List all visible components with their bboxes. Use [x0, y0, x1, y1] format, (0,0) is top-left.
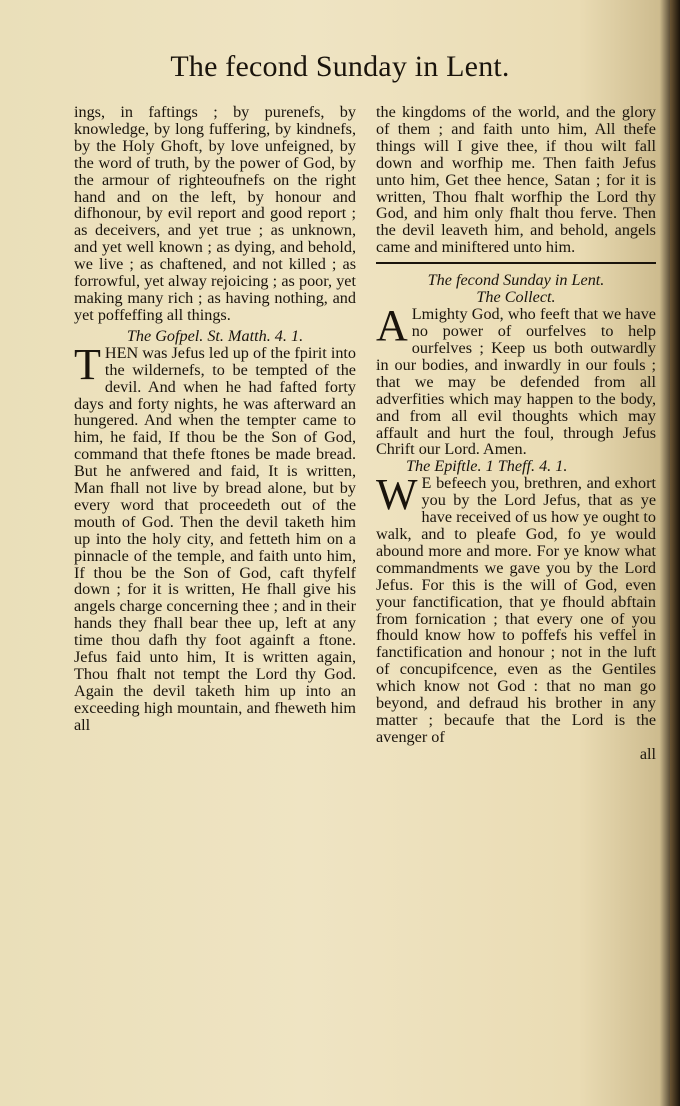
gospel-text: HEN was Jefus led up of the fpirit into the wildernefs, to be tempted of the devil. And when he had fafted forty days and forty nights, he was afterward an hungered. And when the tempter came to him, he faid, If thou be the Son of God, command that thefe ftones be made bread. But he anfwered and faid, It is written, Man fhall not live by bread alone, but by every word that proceedeth out of the mouth of God. Then the devil taketh him up into the holy city, and fetteth him on a pinnacle of the temple, and faith unto him, If thou be the Son of God, caft thyfelf down ; for it is written, He fhall give his angels charge concerning thee ; and in their hands they fhall bear thee up, left at any time thou dafh thy foot againft a ftone. Jefus faid unto him, It is written again, Thou fhalt not tempt the Lord thy God. Again the devil taketh him up into an exceeding high mountain, and fheweth him all: [74, 343, 356, 734]
collect-dropcap: A: [376, 301, 408, 351]
collect-text: Lmighty God, who feeft that we have no power of ourfelves to help ourfelves ; Keep us both outwardly in our bodies, and inwardly in our fouls ; that we may be defended from all adverfities which may happen to the body, and from all evil thoughts which may affault and hurt the foul, through Jefus Chrift our Lord. Amen.: [376, 305, 656, 459]
sunday-heading: The fecond Sunday in Lent.: [427, 271, 605, 290]
gospel-dropcap: T: [74, 339, 101, 389]
epistle-text: E befeech you, brethren, and exhort you by the Lord Jefus, that as ye have received of us how ye ought to walk, and to pleafe God, fo ye would abound more and more. For ye know what commandments we gave you by the Lord Jefus. For this is the will of God, even your fanctification, that ye fhould abftain from fornication ; that every one of you fhould know how to poffefs his veffel in fanctification and honour ; not in the luft of concupifcence, even as the Gentiles which know not God : that no man go beyond, and defraud his brother in any matter ; becaufe that the Lord is the avenger of: [376, 474, 656, 746]
left-column: [74, 104, 356, 734]
gospel-continued-text: the kingdoms of the world, and the glory of them ; and faith unto him, All thefe things will I give thee, if thou wilt fall down and worfhip me. Then faith Jefus unto him, Get thee hence, Satan ; for it is written, Thou fhalt worfhip the Lord thy God, and him only fhalt thou ferve. Then the devil leaveth him, and behold, angels came and miniftered unto him.: [376, 103, 656, 257]
page-edge-shadow: [670, 0, 680, 1106]
section-rule: [376, 262, 656, 264]
gospel-paragraph: [74, 339, 356, 734]
epistle-heading: The Epiftle. 1 Theff. 4. 1.: [406, 457, 568, 476]
running-head: The fecond Sunday in Lent.: [170, 50, 510, 83]
collect-heading: The Collect.: [476, 288, 556, 307]
epistle-paragraph: [376, 470, 656, 746]
catchword: all: [639, 744, 656, 763]
gospel-heading: The Gofpel. St. Matth. 4. 1.: [126, 326, 304, 345]
epistle-dropcap: W: [376, 470, 418, 520]
collect-paragraph: [376, 301, 656, 459]
right-column: [376, 104, 656, 763]
epistle-continued-text: ings, in faftings ; by purenefs, by knowledge, by long fuffering, by kindnefs, by the Holy Ghoft, by love unfeigned, by the word of truth, by the power of God, by the armour of righteoufnefs on the right hand and on the left, by honour and difhonour, by evil report and good report ; as deceivers, and yet true ; as unknown, and yet well known ; as dying, and behold, we live ; as chaftened, and not killed ; as forrowful, yet alway rejoicing ; as poor, yet making many rich ; as having nothing, and yet poffeffing all things.: [74, 103, 356, 324]
